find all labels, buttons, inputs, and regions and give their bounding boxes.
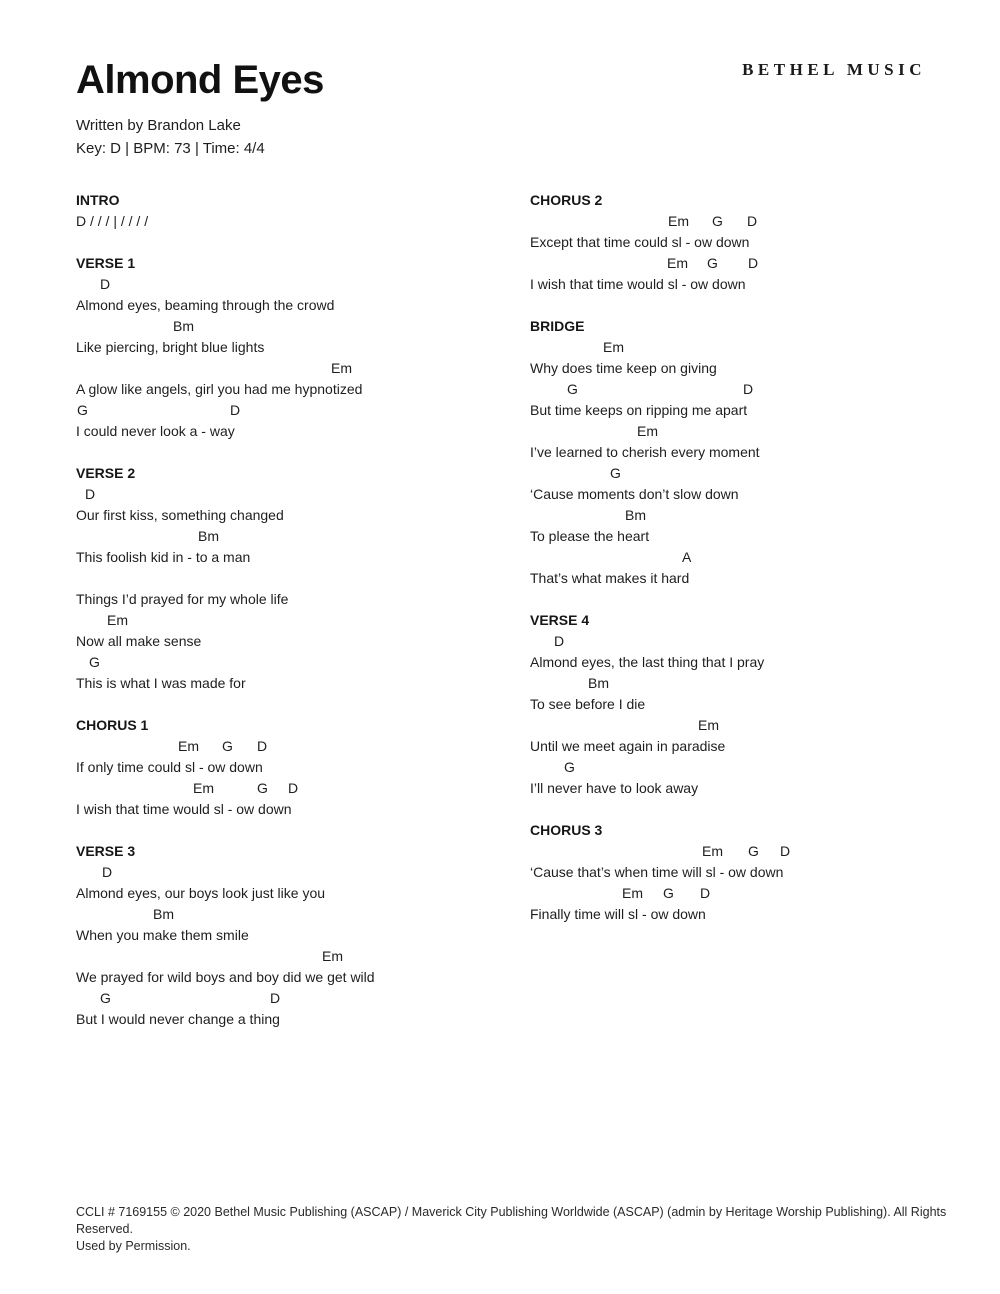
- column-left: [76, 190, 521, 1051]
- song-section: [76, 841, 521, 1030]
- chord-symbol: Bm: [153, 906, 174, 922]
- lyric-line: I wish that time would sl - ow down: [76, 801, 292, 817]
- song-section: [530, 190, 990, 295]
- lyric-line: Why does time keep on giving: [530, 360, 717, 376]
- lyric-line: D / / / | / / / /: [76, 213, 149, 229]
- chord-symbol: D: [554, 633, 565, 649]
- lyric-line: This foolish kid in - to a man: [76, 549, 251, 565]
- chord-symbol: Em: [331, 360, 352, 376]
- chord-line: [76, 400, 521, 421]
- chord-symbol: Em: [193, 780, 214, 796]
- lyric-line: If only time could sl - ow down: [76, 759, 263, 775]
- lyric-line: Things I’d prayed for my whole life: [76, 591, 289, 607]
- chord-line: [76, 652, 521, 673]
- lyric-line: When you make them smile: [76, 927, 249, 943]
- song-section: [76, 253, 521, 442]
- lyric-line: I wish that time would sl - ow down: [530, 276, 746, 292]
- chord-symbol: D: [230, 402, 241, 418]
- lyric-line: Almond eyes, beaming through the crowd: [76, 297, 335, 313]
- song-section: [76, 463, 521, 694]
- chord-symbol: D: [748, 255, 759, 271]
- chord-symbol: A: [682, 549, 692, 565]
- lyric-line: That’s what makes it hard: [530, 570, 690, 586]
- chord-symbol: Em: [698, 717, 719, 733]
- written-by: Written by Brandon Lake: [76, 117, 241, 134]
- song-section: [530, 610, 990, 799]
- chord-line: [530, 379, 990, 400]
- lyric-line: We prayed for wild boys and boy did we get wild: [76, 969, 375, 985]
- chord-symbol: G: [222, 738, 233, 754]
- chord-line: [76, 778, 521, 799]
- chord-symbol: G: [77, 402, 88, 418]
- chord-line: [530, 253, 990, 274]
- chord-line: [530, 463, 990, 484]
- chord-symbol: G: [100, 990, 111, 1006]
- page-header: [76, 60, 324, 160]
- section-heading: VERSE 2: [76, 465, 136, 481]
- chord-symbol: Bm: [198, 528, 219, 544]
- chord-symbol: D: [85, 486, 96, 502]
- chord-line: [76, 988, 521, 1009]
- chord-line: [530, 757, 990, 778]
- lyric-line: ‘Cause moments don’t slow down: [530, 486, 739, 502]
- chord-line: [76, 904, 521, 925]
- chord-line: [530, 883, 990, 904]
- chord-symbol: Em: [107, 612, 128, 628]
- chord-symbol: G: [712, 213, 723, 229]
- chord-symbol: G: [257, 780, 268, 796]
- chord-line: [530, 547, 990, 568]
- chord-symbol: Bm: [588, 675, 609, 691]
- chord-symbol: G: [564, 759, 575, 775]
- chord-line: [76, 274, 521, 295]
- chord-symbol: D: [780, 843, 791, 859]
- chord-symbol: D: [743, 381, 754, 397]
- lyric-line: Like piercing, bright blue lights: [76, 339, 265, 355]
- lyric-line: But I would never change a thing: [76, 1011, 280, 1027]
- chord-symbol: D: [257, 738, 268, 754]
- chord-symbol: Em: [637, 423, 658, 439]
- chord-line: [530, 505, 990, 526]
- chord-symbol: G: [748, 843, 759, 859]
- lyric-line: A glow like angels, girl you had me hypnotized: [76, 381, 363, 397]
- lyric-line: Finally time will sl - ow down: [530, 906, 706, 922]
- bethel-music-logo: BETHEL MUSIC: [742, 60, 926, 79]
- chord-symbol: Em: [622, 885, 643, 901]
- chord-symbol: Em: [178, 738, 199, 754]
- lyric-line: Now all make sense: [76, 633, 202, 649]
- blank-line: [76, 568, 521, 589]
- lyric-line: Except that time could sl - ow down: [530, 234, 750, 250]
- chord-line: [76, 526, 521, 547]
- song-meta: Key: D | BPM: 73 | Time: 4/4: [76, 140, 265, 157]
- chord-symbol: Bm: [625, 507, 646, 523]
- chord-symbol: Em: [702, 843, 723, 859]
- section-heading: INTRO: [76, 192, 120, 208]
- song-title: Almond Eyes: [76, 58, 324, 102]
- section-heading: VERSE 1: [76, 255, 136, 271]
- chord-symbol: Em: [668, 213, 689, 229]
- chord-symbol: D: [270, 990, 281, 1006]
- chord-symbol: Em: [322, 948, 343, 964]
- copyright-footer: [76, 1204, 956, 1255]
- lyric-line: This is what I was made for: [76, 675, 246, 691]
- chord-symbol: G: [610, 465, 621, 481]
- chord-line: [76, 736, 521, 757]
- chord-symbol: G: [663, 885, 674, 901]
- chord-line: [530, 421, 990, 442]
- lyric-line: To please the heart: [530, 528, 650, 544]
- chord-symbol: G: [89, 654, 100, 670]
- chord-line: [76, 862, 521, 883]
- song-section: [76, 190, 521, 232]
- section-heading: BRIDGE: [530, 318, 585, 334]
- section-heading: VERSE 4: [530, 612, 590, 628]
- lyric-line: Our first kiss, something changed: [76, 507, 284, 523]
- chord-line: [76, 358, 521, 379]
- chord-symbol: Em: [603, 339, 624, 355]
- chord-symbol: Em: [667, 255, 688, 271]
- chord-symbol: D: [747, 213, 758, 229]
- section-heading: VERSE 3: [76, 843, 136, 859]
- lyric-line: To see before I die: [530, 696, 646, 712]
- chord-line: [76, 610, 521, 631]
- chord-symbol: D: [100, 276, 111, 292]
- chord-symbol: Bm: [173, 318, 194, 334]
- chord-line: [530, 715, 990, 736]
- column-right: [530, 190, 990, 946]
- chord-line: [76, 946, 521, 967]
- footer-line-2: Used by Permission.: [76, 1239, 191, 1253]
- chord-line: [76, 484, 521, 505]
- chord-symbol: G: [707, 255, 718, 271]
- song-section: [530, 316, 990, 589]
- section-heading: CHORUS 3: [530, 822, 603, 838]
- lyric-line: I’ll never have to look away: [530, 780, 699, 796]
- chord-symbol: D: [700, 885, 711, 901]
- chord-line: [530, 841, 990, 862]
- lyric-line: Until we meet again in paradise: [530, 738, 726, 754]
- chord-symbol: G: [567, 381, 578, 397]
- section-heading: CHORUS 2: [530, 192, 603, 208]
- section-heading: CHORUS 1: [76, 717, 149, 733]
- chord-symbol: D: [288, 780, 299, 796]
- song-section: [76, 715, 521, 820]
- chord-line: [530, 337, 990, 358]
- chord-line: [530, 211, 990, 232]
- footer-line-1: CCLI # 7169155 © 2020 Bethel Music Publishing (ASCAP) / Maverick City Publishing Worldwide (ASCAP) (admin by Heritage Worship Publishing). All Rights Reserved.: [76, 1205, 947, 1236]
- lyric-line: I’ve learned to cherish every moment: [530, 444, 760, 460]
- chord-line: [76, 316, 521, 337]
- chord-symbol: D: [102, 864, 113, 880]
- chord-line: [530, 631, 990, 652]
- lyric-line: I could never look a - way: [76, 423, 235, 439]
- lyric-line: Almond eyes, the last thing that I pray: [530, 654, 765, 670]
- song-section: [530, 820, 990, 925]
- byline-block: [76, 114, 324, 160]
- lyric-line: ‘Cause that’s when time will sl - ow down: [530, 864, 784, 880]
- chord-line: [530, 673, 990, 694]
- lyric-line: Almond eyes, our boys look just like you: [76, 885, 326, 901]
- lyric-line: But time keeps on ripping me apart: [530, 402, 748, 418]
